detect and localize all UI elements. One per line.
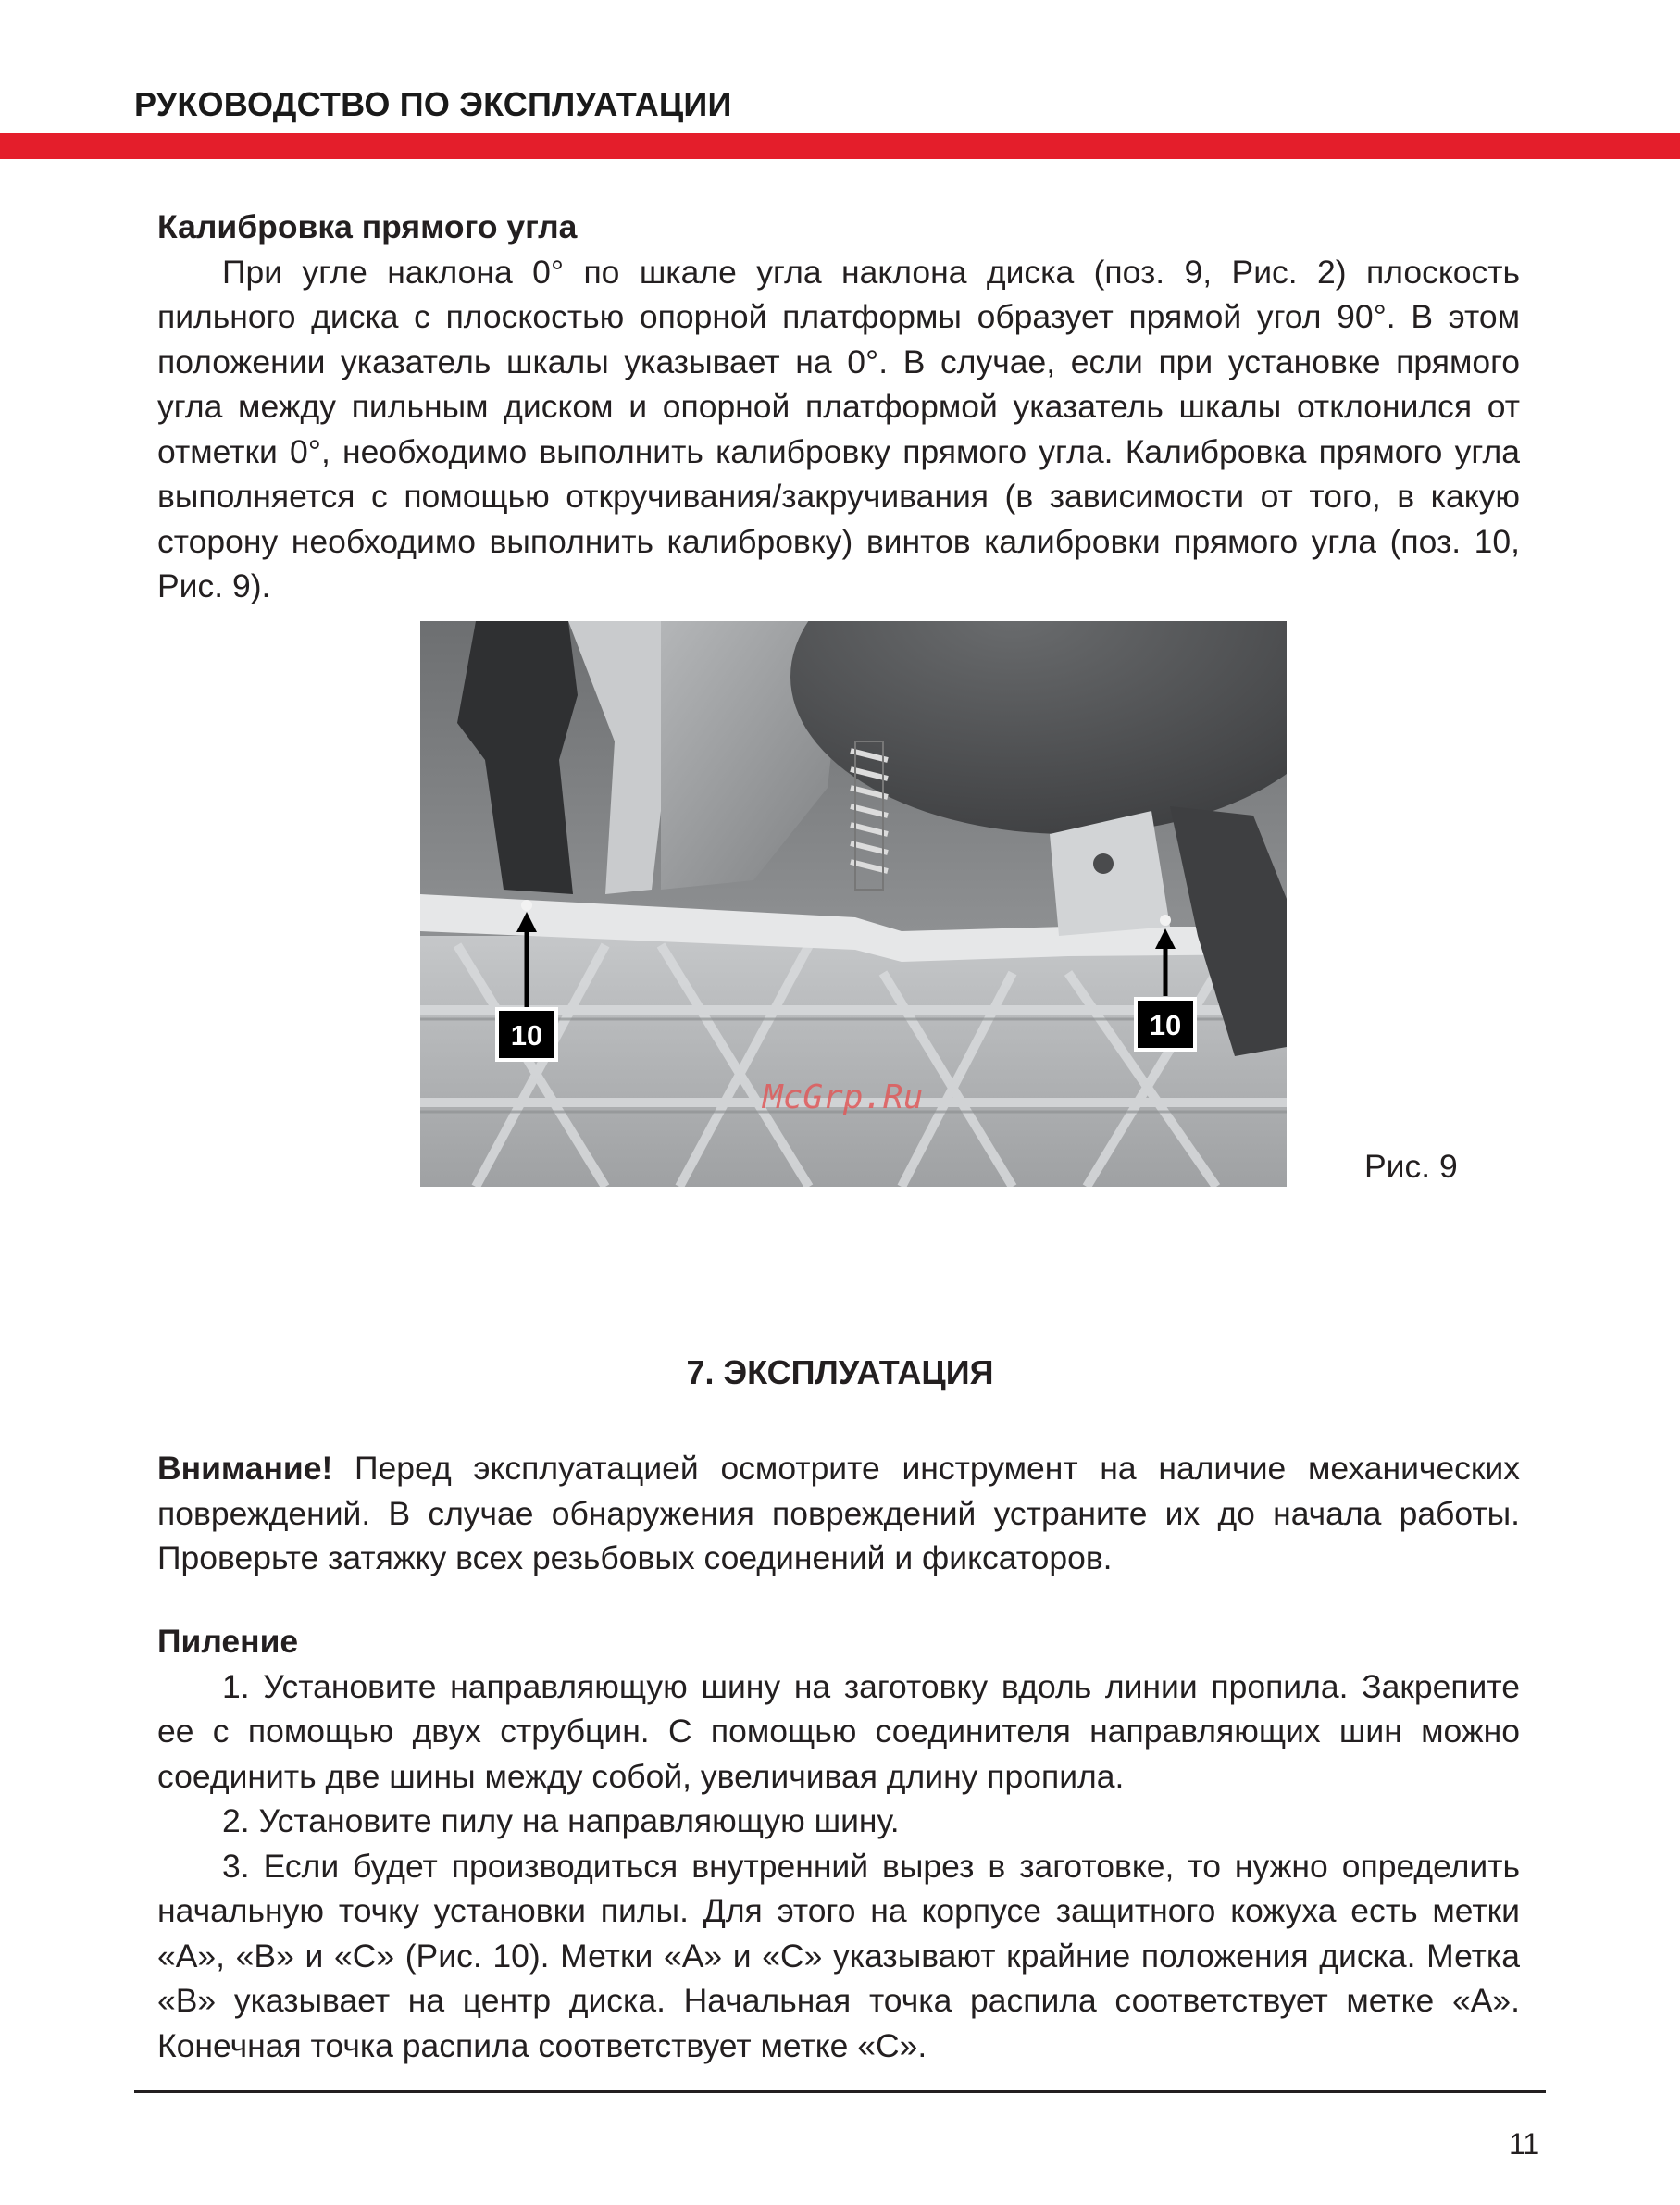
warning-block (157, 1446, 1520, 1581)
callout-label-left-text: 10 (510, 1019, 543, 1052)
page-number: 11 (1509, 2127, 1540, 2161)
document-header-title: РУКОВОДСТВО ПО ЭКСПЛУАТАЦИИ (134, 85, 732, 123)
header-red-bar (0, 133, 1680, 159)
callout-label-left (497, 1009, 556, 1060)
callout-label-right-text: 10 (1149, 1009, 1182, 1041)
sawing-heading: Пиление (157, 1623, 299, 1660)
sawing-block (157, 1619, 1520, 2068)
watermark-text: McGrp.Ru (763, 1078, 924, 1116)
figure-9-photo (420, 621, 1287, 1187)
footer-rule (134, 2090, 1546, 2093)
calibration-heading: Калибровка прямого угла (157, 208, 578, 245)
sawing-step-2: 2. Установите пилу на направляющую шину. (222, 1802, 900, 1839)
calibration-section (157, 205, 1520, 609)
callout-label-right (1136, 999, 1195, 1050)
warning-label: Внимание! (157, 1450, 333, 1487)
calibration-screw-right (1160, 915, 1171, 926)
figure-caption: Рис. 9 (1364, 1148, 1458, 1185)
warning-text: Перед эксплуатацией осмотрите инструмент на наличие механических повреждений. В случае обнаружения повреждений устраните их до начала работы. Проверьте затяжку всех резьбовых соединений и фиксаторов. (157, 1450, 1520, 1576)
section-title: 7. ЭКСПЛУАТАЦИЯ (686, 1353, 994, 1391)
sawing-step-1: 1. Установите направляющую шину на заготовку вдоль линии пропила. Закрепите ее с помощью двух струбцин. С помощью соединителя направляющих шин можно соединить две шины между собой, увеличивая длину пропила. (157, 1667, 1520, 1795)
sawing-step-3: 3. Если будет производиться внутренний вырез в заготовке, то нужно определить начальную точку установки пилы. Для этого на корпусе защитного кожуха есть метки «А», «В» и «С» (Рис. 10). Метки «А» и «С» указывают крайние положения диска. Метка «В» указывает на центр диска. Начальная точка распила соответствует метке «А». Конечная точка распила соответствует метке «С». (157, 1847, 1520, 2064)
calibration-paragraph: При угле наклона 0° по шкале угла наклона диска (поз. 9, Рис. 2) плоскость пильного диска с плоскостью опорной платформы образует прямой угол 90°. В этом положении указатель шкалы указывает на 0°. В случае, если при установке прямого угла между пильным диском и опорной платформой указатель шкалы отклонился от отметки 0°, необходимо выполнить калибровку прямого угла. Калибровка прямого угла выполняется с помощью откручивания/закручивания (в зависимости от того, в какую сторону необходимо выполнить калибровку) винтов калибровки прямого угла (поз. 10, Рис. 9). (157, 253, 1520, 604)
warning-paragraph (157, 1446, 1520, 1581)
calibration-screw-left (521, 900, 532, 911)
